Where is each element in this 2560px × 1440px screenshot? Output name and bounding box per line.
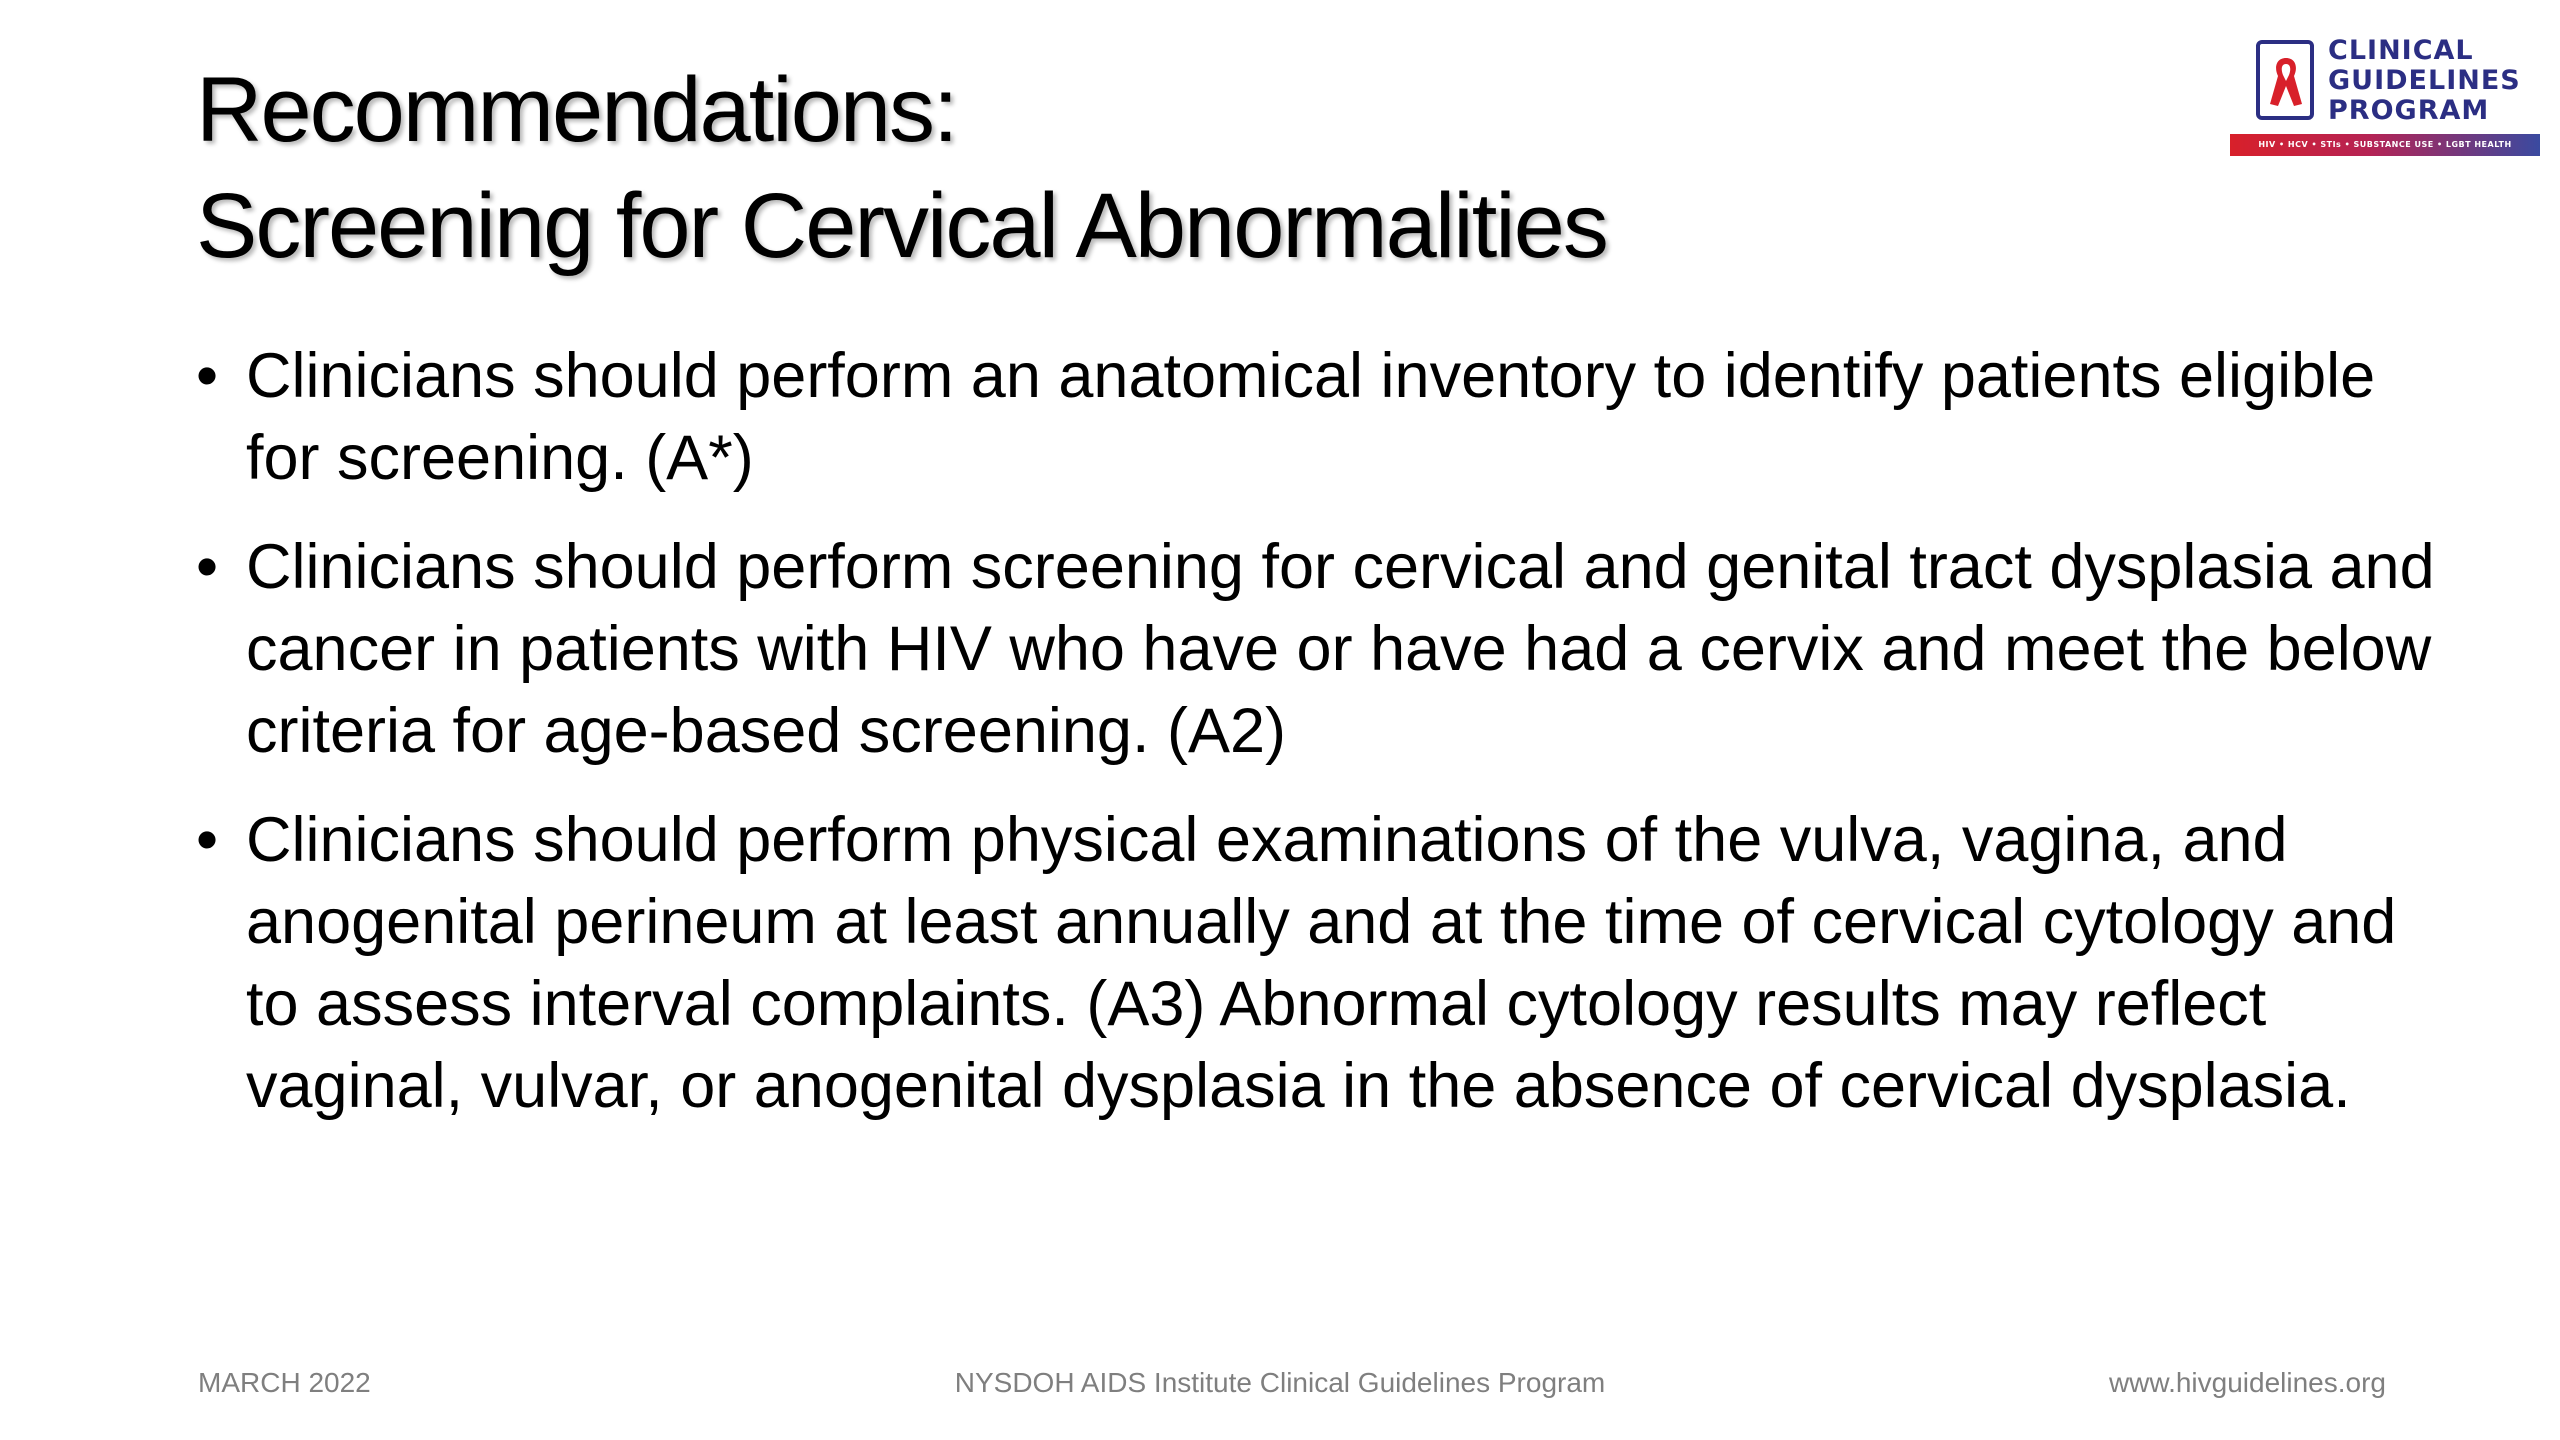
logo-ribbon-frame	[2256, 40, 2314, 120]
bullet-marker: •	[196, 341, 219, 411]
red-ribbon-icon	[2266, 54, 2306, 110]
recommendation-item	[196, 799, 2436, 1127]
recommendation-text: Clinicians should perform an anatomical inventory to identify patients eligible for screening. (A*)	[246, 341, 2376, 493]
footer-date: MARCH 2022	[198, 1367, 371, 1398]
footer-website: www.hivguidelines.org	[2108, 1367, 2386, 1398]
clinical-guidelines-program-logo	[2228, 32, 2548, 168]
recommendation-list	[196, 335, 2436, 1154]
recommendation-item	[196, 526, 2436, 772]
slide-title	[196, 52, 2096, 284]
logo-line-3: PROGRAM	[2328, 95, 2490, 126]
recommendation-text: Clinicians should perform screening for cervical and genital tract dysplasia and cancer in patients with HIV who have or have had a cervix and meet the below criteria for age-based screening. (A2)	[246, 532, 2435, 766]
title-line-1: Recommendations:	[196, 59, 957, 161]
recommendation-text: Clinicians should perform physical examinations of the vulva, vagina, and anogenital perineum at least annually and at the time of cervical cytology and to assess interval complaints. (A3) Abnormal cytology results may reflect vaginal, vulvar, or anogenital dysplasia in the absence of cervical dysplasia.	[246, 805, 2397, 1121]
logo-line-1: CLINICAL	[2328, 35, 2474, 66]
logo-wordmark	[2328, 36, 2521, 126]
recommendation-item	[196, 335, 2436, 499]
footer-organization: NYSDOH AIDS Institute Clinical Guidelines Program	[954, 1367, 1606, 1398]
logo-tagline-bar: HIV • HCV • STIs • SUBSTANCE USE • LGBT HEALTH	[2230, 134, 2540, 156]
title-line-2: Screening for Cervical Abnormalities	[196, 175, 1607, 277]
bullet-marker: •	[196, 532, 219, 602]
bullet-marker: •	[196, 805, 219, 875]
logo-line-2: GUIDELINES	[2328, 65, 2521, 96]
